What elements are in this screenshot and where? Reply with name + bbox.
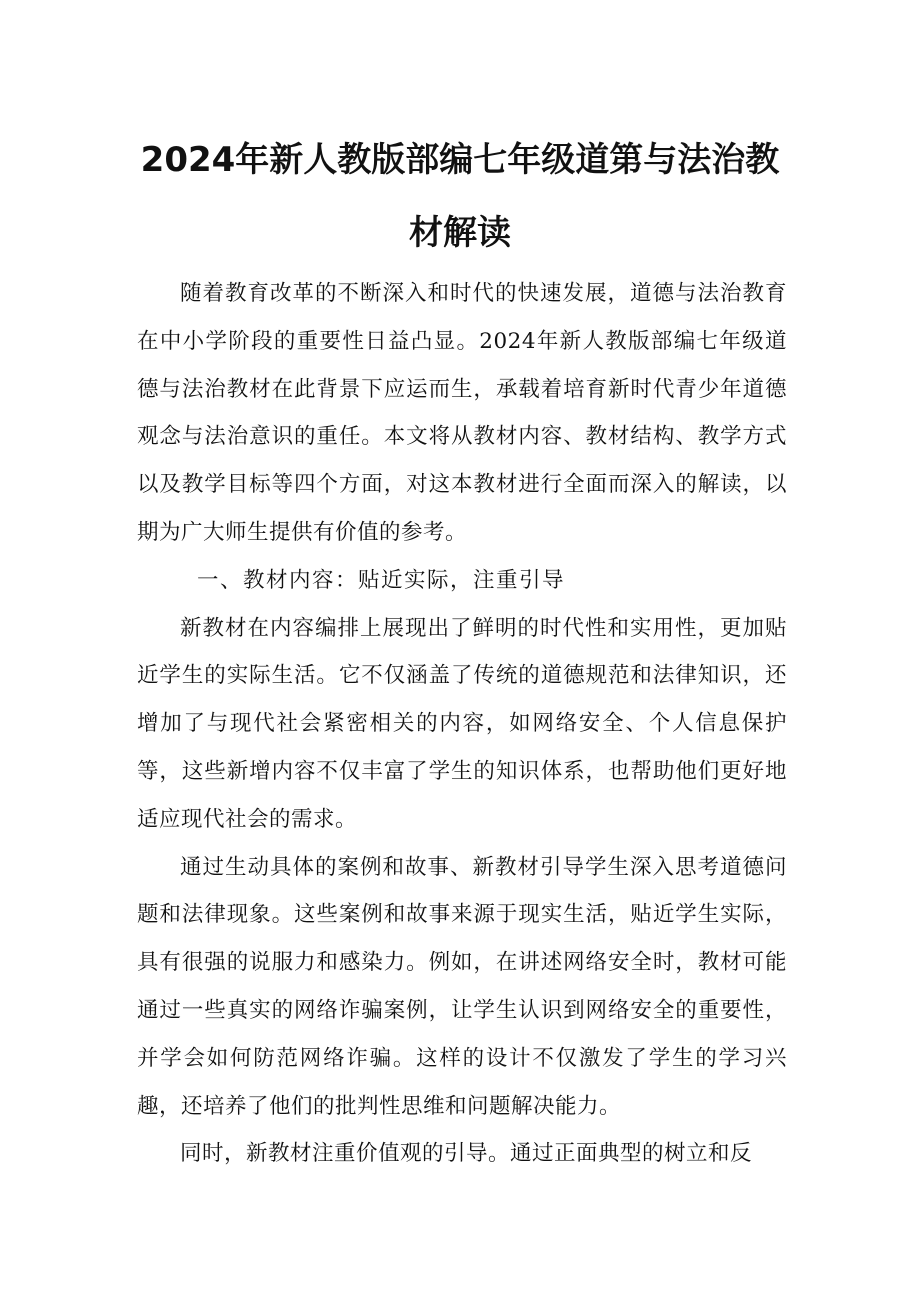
body-paragraph: 同时，新教材注重价值观的引导。通过正面典型的树立和反	[180, 1141, 753, 1167]
body-paragraph: 新教材在内容编排上展现出了鲜明的时代性和实用性，更加贴近学生的实际生活。它不仅涵盖了传统的道德规范和法律知识，还增加了与现代社会紧密相关的内容，如网络安全、个人信息保护等，这些新增内容不仅丰富了学生的知识体系，也帮助他们更好地适应现代社会的需求。	[137, 615, 787, 832]
section-heading: 一、教材内容：贴近实际，注重引导	[197, 567, 566, 593]
document-title-line-2: 材解读	[409, 213, 511, 253]
body-paragraph: 通过生动具体的案例和故事、新教材引导学生深入思考道德问题和法律现象。这些案例和故事来源于现实生活，贴近学生实际，具有很强的说服力和感染力。例如，在讲述网络安全时，教材可能通过一些真实的网络诈骗案例，让学生认识到网络安全的重要性，并学会如何防范网络诈骗。这样的设计不仅激发了学生的学习兴趣，还培养了他们的批判性思维和问题解决能力。	[137, 854, 787, 1119]
intro-paragraph: 随着教育改革的不断深入和时代的快速发展，道德与法治教育在中小学阶段的重要性日益凸显。2024年新人教版部编七年级道德与法治教材在此背景下应运而生，承载着培育新时代青少年道德观念与法治意识的重任。本文将从教材内容、教材结构、教学方式以及教学目标等四个方面，对这本教材进行全面而深入的解读，以期为广大师生提供有价值的参考。	[137, 281, 787, 545]
document-title-line-1: 2024年新人教版部编七年级道第与法治教	[140, 140, 780, 180]
document-body	[137, 270, 787, 1178]
